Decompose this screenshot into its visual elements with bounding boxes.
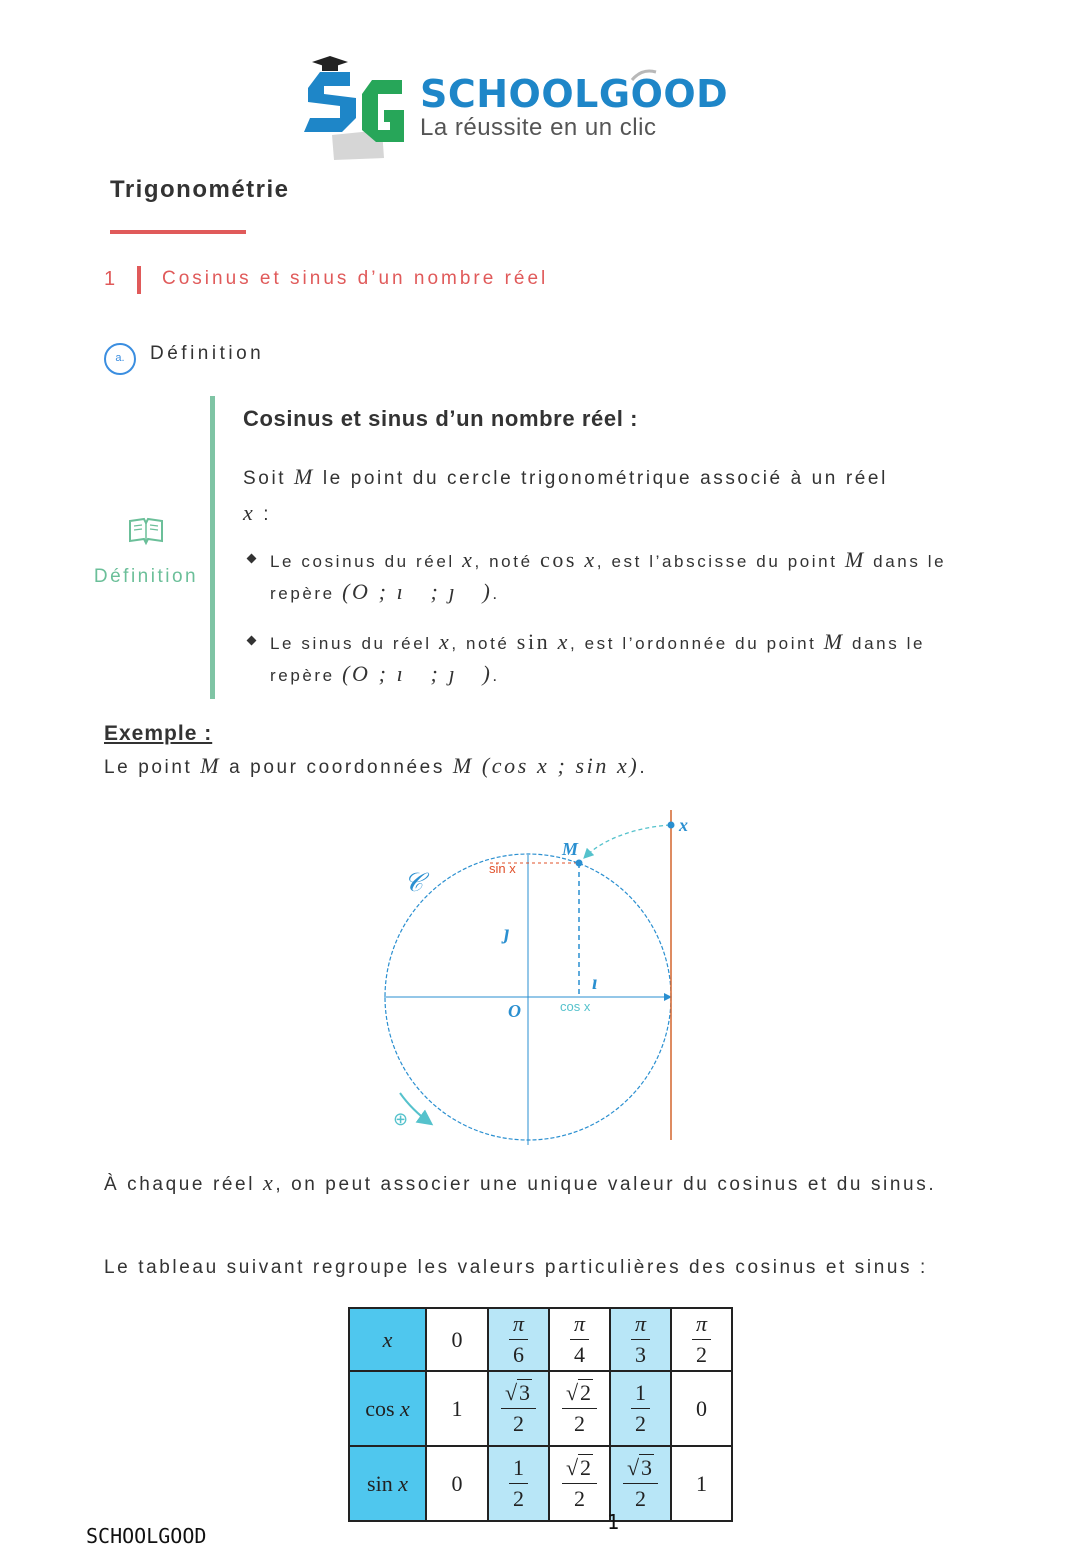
row-header-sin: sin x [349, 1446, 426, 1521]
definition-side-panel [86, 515, 206, 588]
cell-sin-pi6: $\frac{1}{2}$ [488, 1446, 549, 1521]
page-title: Trigonométrie [110, 176, 290, 203]
cell-sin-pi2: 1 [671, 1446, 732, 1521]
table-row-sin [349, 1446, 732, 1521]
cell-cos-pi3: $\frac{1}{2}$ [610, 1371, 671, 1446]
cell-cos-pi4: $\frac{√2}{2}$ [549, 1371, 610, 1446]
title-underline [110, 230, 246, 234]
row-header-x: x [349, 1308, 426, 1371]
example-text: Le point M a pour coordonnées M (cos x ; sin x). [104, 753, 648, 778]
point-M [576, 860, 583, 867]
logo-s-shape [304, 72, 356, 132]
cell-sin-pi4: $\frac{√2}{2}$ [549, 1446, 610, 1521]
trig-circle-figure [370, 805, 710, 1150]
cell-x-0: 0 [426, 1308, 488, 1371]
logo-g-shape [362, 80, 404, 142]
section-number: 1 [104, 268, 116, 290]
table-row-x [349, 1308, 732, 1371]
cell-cos-pi6: $\frac{√3}{2}$ [488, 1371, 549, 1446]
definition-side-label: Définition [93, 566, 199, 587]
example-heading: Exemple : [104, 722, 213, 745]
paragraph-unique-values: À chaque réel x, on peut associer une unique valeur du cosinus et du sinus. [104, 1170, 937, 1195]
cell-x-pi3: $\frac{\pi}{3}$ [610, 1308, 671, 1371]
x-label: x [679, 815, 688, 835]
definition-bullet-cos: Le cosinus du réel x, noté cos x, est l’abscisse du point M dans le repère (O ; ı⃗ ; ȷ⃗ ). [248, 545, 978, 609]
bullet-diamond-icon [247, 636, 257, 646]
paragraph-table-intro: Le tableau suivant regroupe les valeurs particulières des cosinus et sinus : [104, 1257, 928, 1278]
cell-x-pi4: $\frac{\pi}{4}$ [549, 1308, 610, 1371]
section-bar [137, 266, 141, 294]
logo-brand-text: SCHOOLGOOD [420, 72, 729, 116]
graduation-cap-base [322, 64, 338, 71]
cell-cos-pi2: 0 [671, 1371, 732, 1446]
sin-x-label: sin x [489, 861, 516, 876]
logo-tagline: La réussite en un clic [420, 114, 657, 141]
subsection-title: Définition [150, 343, 265, 364]
row-header-cos: cos x [349, 1371, 426, 1446]
page-number: 1 [607, 1510, 620, 1534]
point-x-on-line [668, 822, 675, 829]
definition-bullet-sin: Le sinus du réel x, noté sin x, est l’ordonnée du point M dans le repère (O ; ı⃗ ; ȷ⃗ ). [248, 627, 978, 691]
footer-brand: SCHOOLGOOD [86, 1524, 207, 1548]
table-row-cos [349, 1371, 732, 1446]
cell-sin-pi3: $\frac{√3}{2}$ [610, 1446, 671, 1521]
wrap-arrow [585, 825, 670, 857]
definition-rule [210, 396, 215, 699]
cell-sin-0: 0 [426, 1446, 488, 1521]
open-book-icon [126, 515, 166, 547]
cos-x-label: cos x [560, 999, 591, 1014]
section-title: Cosinus et sinus d’un nombre réel [162, 268, 549, 289]
M-label: M [562, 839, 579, 859]
cell-x-pi6: $\frac{\pi}{6}$ [488, 1308, 549, 1371]
subsection-badge: a. [104, 343, 136, 375]
definition-intro: Soit M le point du cercle trigonométrique associé à un réel x : [243, 464, 888, 525]
definition-heading: Cosinus et sinus d’un nombre réel : [243, 406, 639, 431]
bullet-diamond-icon [247, 554, 257, 564]
circle-label: 𝒞 [404, 868, 423, 897]
cell-cos-0: 1 [426, 1371, 488, 1446]
trig-values-table [348, 1307, 733, 1522]
i-vector-label: ı⃗ [592, 972, 614, 994]
origin-label: O [508, 1001, 521, 1021]
plus-orientation-icon: ⊕ [393, 1109, 409, 1130]
j-vector-label: ȷ⃗ [504, 922, 526, 944]
cell-x-pi2: $\frac{\pi}{2}$ [671, 1308, 732, 1371]
